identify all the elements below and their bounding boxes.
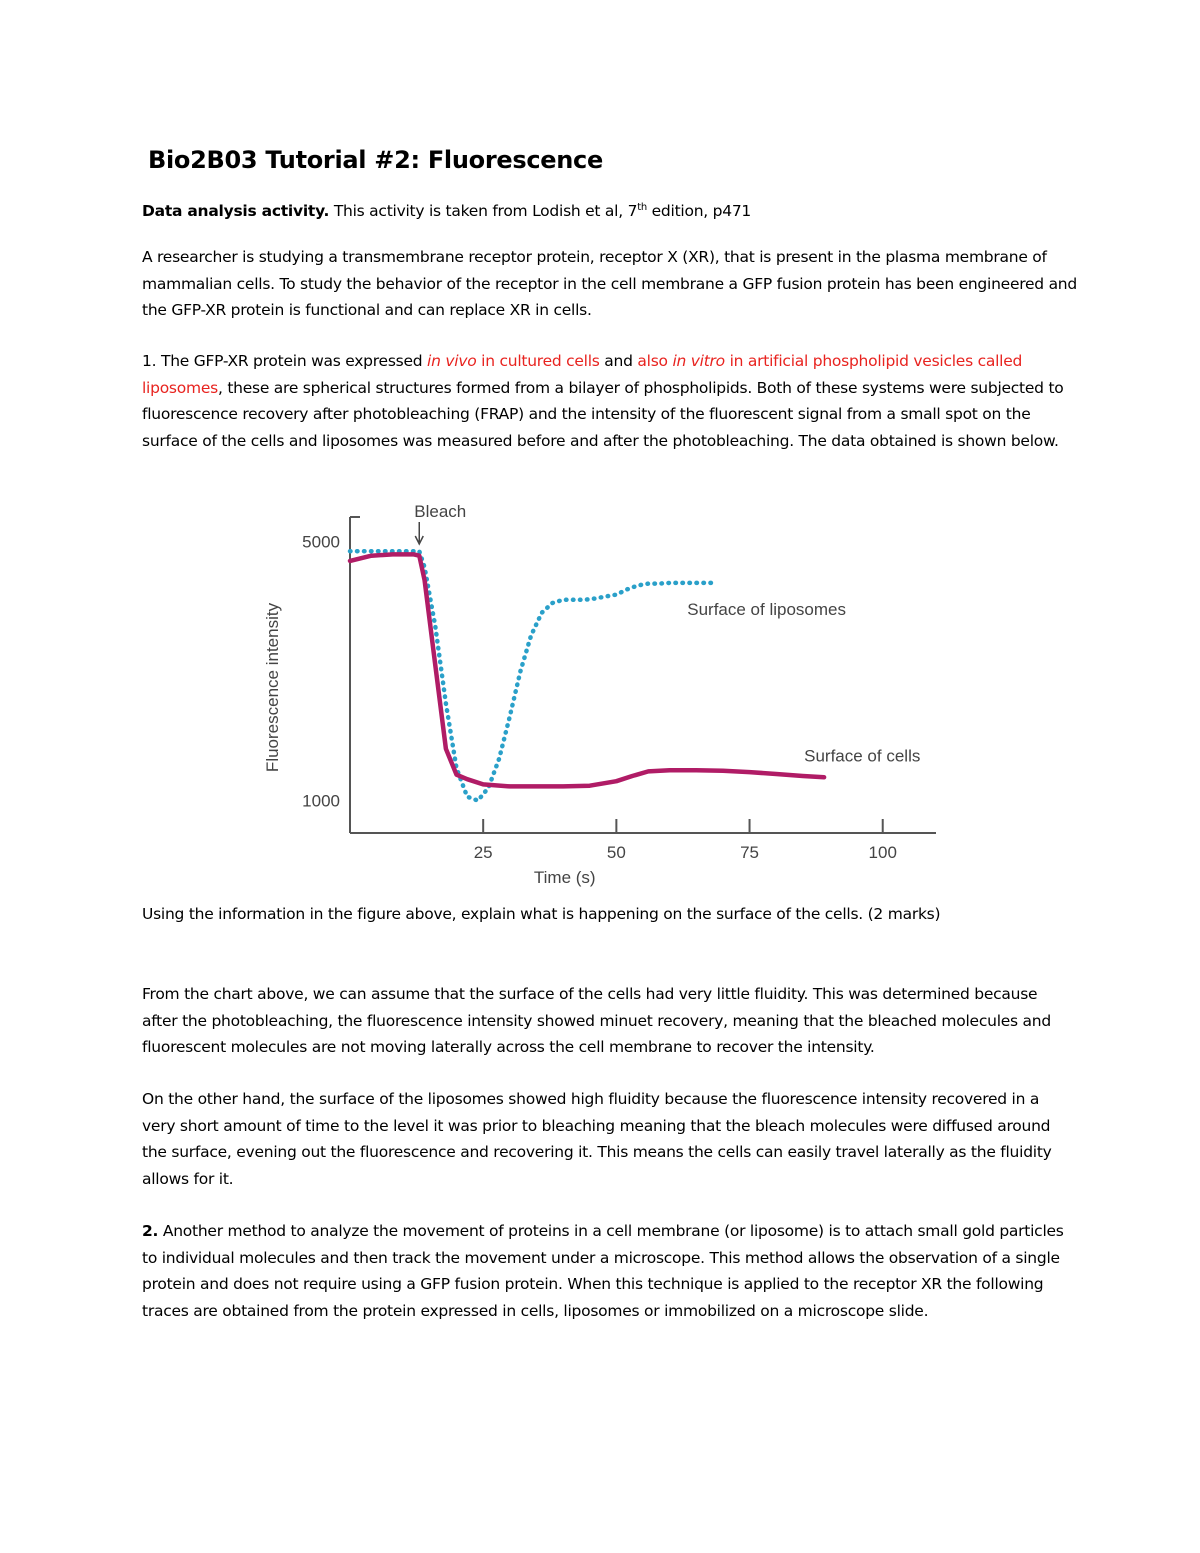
intro-lead: Data analysis activity. bbox=[142, 202, 330, 220]
question-2-text: Another method to analyze the movement of proteins in a cell membrane (or liposome) is to attach small gold particles to individual molecules and then track the movement under a microscope. This method allows the observation of a single protein and does not require using a GFP fusion protein. When this technique is applied to the receptor XR the following traces are obtained from the protein expressed in cells, liposomes or immobilized on a microscope slide. bbox=[142, 1222, 1064, 1320]
y-axis-label: Fluorescence intensity bbox=[263, 602, 282, 773]
y-tick-label: 5000 bbox=[302, 532, 340, 552]
x-tick-label: 25 bbox=[473, 843, 493, 862]
series-liposomes-label: Surface of liposomes bbox=[687, 599, 847, 619]
answer-paragraph-1: From the chart above, we can assume that the surface of the cells had very little fluidity. This was determined because after the photobleaching, the fluorescence intensity showed minuet recovery, meaning that the bleached molecules and fluorescent molecules are not moving laterally across the cell membrane to recover the intensity. bbox=[142, 985, 1051, 1056]
x-axis-label: Time (s) bbox=[533, 868, 596, 887]
in-vitro-rest: in artificial phospholipid vesicles called liposomes bbox=[142, 352, 1023, 397]
page-title: Bio2B03 Tutorial #2: Fluorescence bbox=[148, 146, 603, 174]
x-tick-label: 75 bbox=[740, 843, 760, 862]
question-1-in-vivo bbox=[427, 352, 600, 370]
intro-text-end: edition, p471 bbox=[646, 202, 752, 220]
bleach-annotation: Bleach bbox=[414, 502, 467, 521]
xr-paragraph: A researcher is studying a transmembrane receptor protein, receptor X (XR), that is present in the plasma membrane of mammalian cells. To study the behavior of the receptor in the cell membrane a GFP fusion protein has been engineered and the GFP-XR protein is functional and can replace XR in cells. bbox=[142, 248, 1077, 319]
in-vivo-rest: in cultured cells bbox=[476, 352, 600, 370]
in-vitro-lead: also bbox=[637, 352, 673, 370]
frap-chart bbox=[258, 497, 948, 892]
frap-chart-svg bbox=[258, 497, 948, 892]
intro-paragraph bbox=[142, 198, 1077, 225]
question-1-text: The GFP-XR protein was expressed bbox=[156, 352, 428, 370]
series-cells-line bbox=[350, 554, 824, 786]
answer-paragraph-2: On the other hand, the surface of the liposomes showed high fluidity because the fluorescence intensity recovered in a very short amount of time to the level it was prior to bleaching meaning that the bleach molecules were diffused around the surface, evening out the fluorescence and recovering it. This means the cells can easily travel laterally as the fluidity allows for it. bbox=[142, 1090, 1052, 1188]
question-1-connector: and bbox=[599, 352, 638, 370]
question-1 bbox=[142, 348, 1077, 454]
question-2 bbox=[142, 1218, 1077, 1324]
x-tick-label: 50 bbox=[606, 843, 626, 862]
question-1-text-end: , these are spherical structures formed from a bilayer of phospholipids. Both of these systems were subjected to fluorescence recovery after photobleaching (FRAP) and the intensity of the fluorescent signal from a small spot on the surface of the cells and liposomes was measured before and after the photobleaching. The data obtained is shown below. bbox=[142, 378, 1064, 450]
question-2-number: 2. bbox=[142, 1222, 159, 1240]
series-cells-label: Surface of cells bbox=[804, 746, 921, 766]
x-tick-label: 100 bbox=[868, 843, 897, 862]
intro-superscript: th bbox=[637, 201, 647, 213]
intro-text: This activity is taken from Lodish et al, 7 bbox=[329, 202, 638, 220]
question-1-prompt: Using the information in the figure above, explain what is happening on the surface of the cells. (2 marks) bbox=[142, 905, 941, 923]
in-vivo-term: in vivo bbox=[427, 352, 477, 370]
question-1-number: 1. bbox=[142, 352, 157, 370]
series-liposomes-line bbox=[350, 551, 712, 800]
in-vitro-term: in vitro bbox=[672, 352, 725, 370]
y-tick-label: 1000 bbox=[302, 791, 340, 811]
